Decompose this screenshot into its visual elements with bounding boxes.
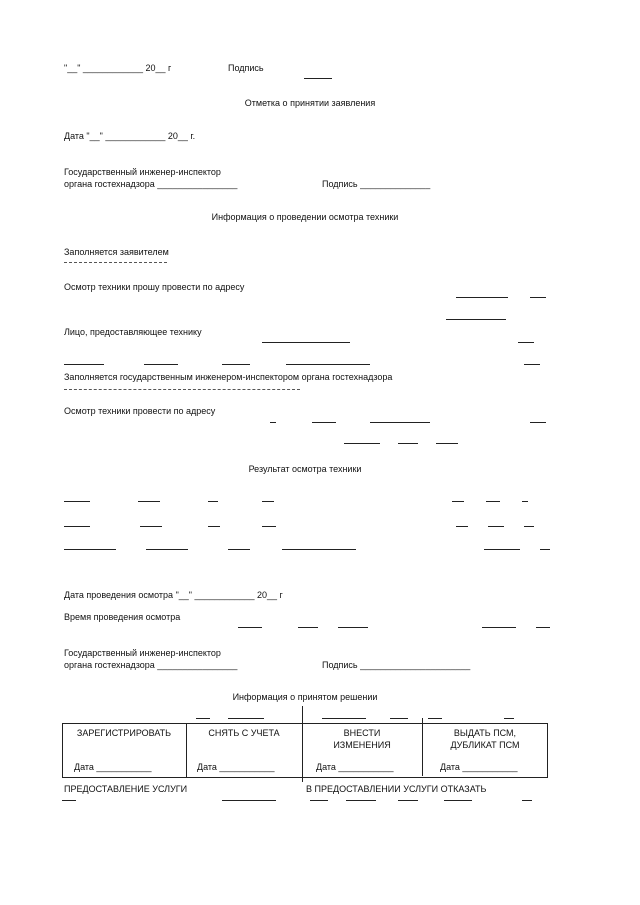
blank-line xyxy=(196,718,210,719)
blank-line xyxy=(446,319,506,320)
blank-line xyxy=(398,443,418,444)
blank-line xyxy=(456,526,468,527)
blank-line xyxy=(64,526,90,527)
blank-line xyxy=(208,501,218,502)
blank-line xyxy=(504,718,514,719)
blank-line xyxy=(312,422,336,423)
blank-line xyxy=(518,342,534,343)
blank-line xyxy=(286,364,370,365)
blank-line xyxy=(262,342,350,343)
blank-line xyxy=(222,800,276,801)
blank-line xyxy=(140,526,162,527)
top-date-line: "__" ____________ 20__ г xyxy=(64,63,172,73)
blank-line xyxy=(484,549,520,550)
inspector-fills-underline xyxy=(64,389,300,390)
blank-line xyxy=(344,443,380,444)
applicant-fills-label: Заполняется заявителем xyxy=(64,247,169,257)
blank-line xyxy=(228,718,264,719)
blank-line xyxy=(64,364,104,365)
decision-heading: Информация о принятом решении xyxy=(232,692,378,702)
blank-line xyxy=(338,627,368,628)
blank-line xyxy=(524,364,540,365)
deregister-option: СНЯТЬ С УЧЕТА xyxy=(208,728,280,738)
blank-line xyxy=(522,501,528,502)
decision-table-middle-border xyxy=(62,777,548,778)
blank-line xyxy=(62,800,76,801)
inspector-fills-label: Заполняется государственным инженером-инспектором органа гостехнадзора xyxy=(64,372,393,382)
top-signature-line xyxy=(304,78,332,79)
blank-line xyxy=(228,549,250,550)
top-signature-label: Подпись xyxy=(228,63,264,73)
acceptance-inspector-title: Государственный инженер-инспектор xyxy=(64,167,221,177)
blank-line xyxy=(456,297,508,298)
result-inspector-org: органа гостехнадзора ________________ xyxy=(64,660,238,670)
blank-line xyxy=(530,297,546,298)
inspection-time-label: Время проведения осмотра xyxy=(64,612,181,622)
issue-psm-date: Дата ___________ xyxy=(440,762,518,772)
acceptance-inspector-org: органа гостехнадзора ________________ xyxy=(64,179,238,189)
decision-table-right-border xyxy=(547,723,548,777)
acceptance-signature: Подпись ______________ xyxy=(322,179,431,189)
blank-line xyxy=(390,718,408,719)
blank-line xyxy=(64,501,90,502)
applicant-fills-underline xyxy=(64,262,167,263)
blank-line xyxy=(322,718,366,719)
inspection-heading: Информация о проведении осмотра техники xyxy=(211,212,399,222)
blank-line xyxy=(262,501,274,502)
blank-line xyxy=(524,526,534,527)
blank-line xyxy=(310,800,328,801)
blank-line xyxy=(138,501,160,502)
blank-line xyxy=(208,526,220,527)
blank-line xyxy=(540,549,550,550)
deregister-date: Дата ___________ xyxy=(197,762,275,772)
blank-line xyxy=(282,549,356,550)
result-signature: Подпись ______________________ xyxy=(322,660,471,670)
result-heading: Результат осмотра техники xyxy=(248,464,362,474)
blank-line xyxy=(398,800,418,801)
blank-line xyxy=(270,422,276,423)
result-inspector-title: Государственный инженер-инспектор xyxy=(64,648,221,658)
blank-line xyxy=(262,526,276,527)
blank-line xyxy=(452,501,464,502)
blank-line xyxy=(144,364,178,365)
blank-line xyxy=(238,627,262,628)
person-label: Лицо, предоставляющее технику xyxy=(64,327,202,337)
blank-line xyxy=(64,549,116,550)
address-request-label: Осмотр техники прошу провести по адресу xyxy=(64,282,245,292)
blank-line xyxy=(530,422,546,423)
blank-line xyxy=(222,364,250,365)
issue-psm-option-line1: ВЫДАТЬ ПСМ, xyxy=(453,728,517,738)
blank-line xyxy=(346,800,376,801)
blank-line xyxy=(298,627,318,628)
provide-service-label: ПРЕДОСТАВЛЕНИЕ УСЛУГИ xyxy=(64,784,188,794)
amend-option-line2: ИЗМЕНЕНИЯ xyxy=(333,740,391,750)
address-order-label: Осмотр техники провести по адресу xyxy=(64,406,216,416)
inspection-date-line: Дата проведения осмотра "__" ____________ 20__ г xyxy=(64,590,283,600)
issue-psm-option-line2: ДУБЛИКАТ ПСМ xyxy=(450,740,520,750)
decision-table-top-border xyxy=(62,723,548,724)
blank-line xyxy=(486,501,500,502)
acceptance-heading: Отметка о принятии заявления xyxy=(244,98,376,108)
register-option: ЗАРЕГИСТРИРОВАТЬ xyxy=(76,728,172,738)
blank-line xyxy=(146,549,188,550)
blank-line xyxy=(428,718,442,719)
blank-line xyxy=(370,422,430,423)
refuse-service-label: В ПРЕДОСТАВЛЕНИИ УСЛУГИ ОТКАЗАТЬ xyxy=(306,784,487,794)
acceptance-date-line: Дата "__" ____________ 20__ г. xyxy=(64,131,196,141)
blank-line xyxy=(522,800,532,801)
blank-line xyxy=(536,627,550,628)
blank-line xyxy=(488,526,504,527)
register-date: Дата ___________ xyxy=(74,762,152,772)
amend-option-line1: ВНЕСТИ xyxy=(343,728,381,738)
blank-line xyxy=(482,627,516,628)
blank-line xyxy=(444,800,472,801)
blank-line xyxy=(436,443,458,444)
amend-date: Дата ___________ xyxy=(316,762,394,772)
